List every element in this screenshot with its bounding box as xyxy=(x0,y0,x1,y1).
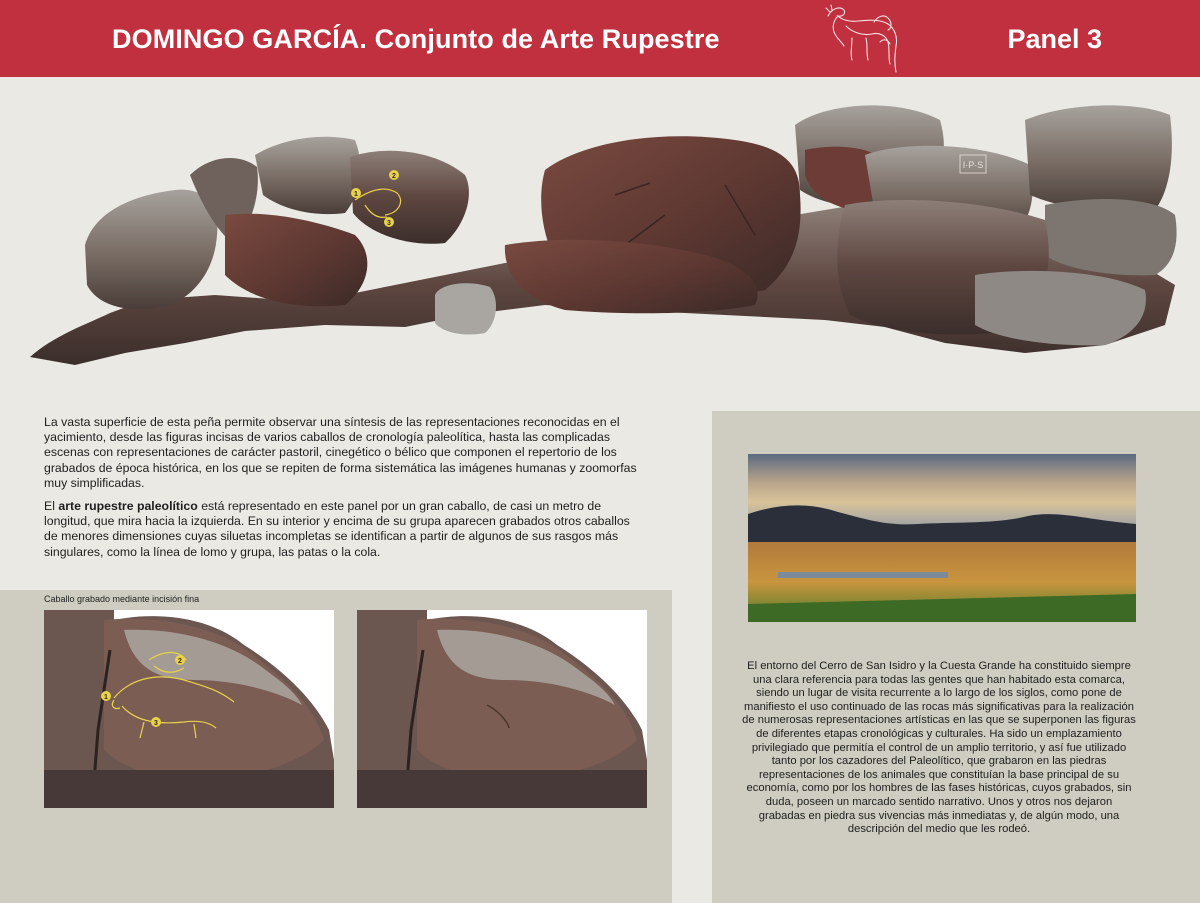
page-title: DOMINGO GARCÍA. Conjunto de Arte Rupestre xyxy=(112,24,720,54)
paragraph-prefix: El xyxy=(44,499,59,513)
header-banner xyxy=(0,0,1200,77)
intro-paragraph: La vasta superficie de esta peña permite observar una síntesis de las representaciones reconocidas en el yacimiento, desde las figuras incisas de varios caballos de cronología paleolítica, hasta las complicadas escenas con representaciones de carácter pastoril, cinegético o bélico que componen el repertorio de los grabados de época histórica, en los que se repiten de forma sistemática las imágenes humanas y zoomorfas muy simplificadas. xyxy=(44,415,637,490)
hero-marker-3 xyxy=(384,217,394,227)
gallery-marker-1 xyxy=(101,691,111,701)
panel-number: Panel 3 xyxy=(1007,24,1102,54)
hero-marker-2 xyxy=(389,170,399,180)
gallery-marker-3 xyxy=(151,717,161,727)
svg-text:3: 3 xyxy=(387,220,391,227)
annotated-horse-photo xyxy=(44,610,334,808)
svg-text:1: 1 xyxy=(104,694,108,701)
svg-text:2: 2 xyxy=(392,173,396,180)
horse-engraving-icon xyxy=(822,2,904,76)
paleolithic-paragraph xyxy=(44,499,644,560)
environment-text: El entorno del Cerro de San Isidro y la Cuesta Grande ha constituido siempre una clara referencia para todas las gentes que han habitado esta comarca, siendo un lugar de visita recurrente a lo largo de los siglos, como pone de manifiesto el uso continuado de las rocas más significativas para la realización de numerosas representaciones artísticas en las que se superponen las figuras de diferentes etapas cronológicas y culturales. Ha sido un emplazamiento privilegiado que permitía el control de un amplio territorio, y así fue utilizado tanto por los cazadores del Paleolítico, que grabaron en las piedras representaciones de los animales que constituían la base principal de su economía, como por los hombres de las fases históricas, cuyos grabados, sin duda, poseen un marcado sentido narrativo. Unos y otros nos dejaron grabadas en piedra sus vivencias más inmediatas y, de algún modo, una descripción del medio que les rodeó. xyxy=(742,660,1136,836)
paleolithic-bold-term: arte rupestre paleolítico xyxy=(58,499,198,513)
hero-marker-1 xyxy=(351,188,361,198)
landscape-photo xyxy=(748,454,1136,622)
paragraph-body: está representado en este panel por un gran caballo, de casi un metro de longitud, que mira hacia la izquierda. En su interior y encima de su grupa aparecen grabados otros caballos de menores dimensiones cuyas siluetas incompletas se identifican a partir de algunos de sus rasgos más singulares, como la línea de lomo y grupa, las patas o la cola. xyxy=(44,499,630,559)
gallery-marker-2 xyxy=(175,655,185,665)
rock-outcrop-panorama xyxy=(25,95,1180,370)
svg-text:2: 2 xyxy=(178,658,182,665)
rock-inscription: I·P·S xyxy=(962,160,984,170)
plain-horse-photo xyxy=(357,610,647,808)
gallery-caption: Caballo grabado mediante incisión fina xyxy=(44,594,200,604)
svg-text:3: 3 xyxy=(154,720,158,727)
svg-text:1: 1 xyxy=(354,191,358,198)
